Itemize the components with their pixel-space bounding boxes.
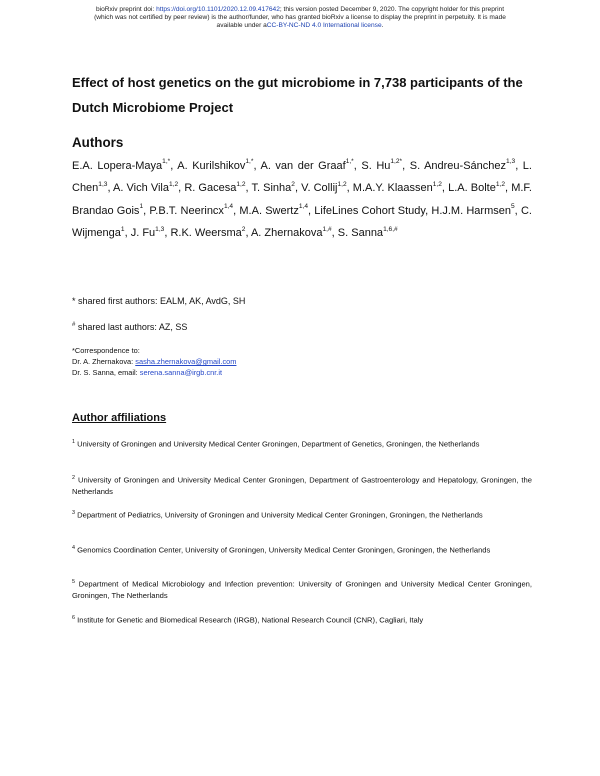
author-entry (131, 227, 165, 239)
license-link[interactable]: CC-BY-NC-ND 4.0 International license (266, 22, 382, 30)
author-affiliation-mark: 1,2 (168, 180, 179, 188)
author-name: C. Wijmenga (72, 204, 532, 240)
affiliation-number: 5 (72, 579, 75, 585)
author-name: R.K. Weersma (170, 227, 242, 240)
author-entry (260, 160, 353, 172)
affiliation-text: Institute for Genetic and Biomedical Research (IRGB), National Research Council (CNR), Cagliari, Italy (75, 615, 424, 625)
author-name: L. Chen (72, 160, 532, 195)
affiliation-number: 1 (72, 439, 75, 445)
author-name: A. Vich Vila (113, 182, 169, 195)
author-name: M.A. Swertz (239, 204, 299, 217)
affiliation-number: 2 (72, 475, 75, 481)
author-entry (170, 227, 245, 239)
author-entry (353, 182, 442, 194)
author-name: A. van der Graaf (260, 160, 346, 172)
author-affiliation-mark: 1,2 (337, 180, 347, 188)
header-license-suffix: . (381, 22, 384, 30)
correspondence-line-2 (72, 367, 236, 378)
affiliations-heading: Author affiliations (72, 412, 167, 424)
affiliation-text: Department of Pediatrics, University of Groningen and University Medical Center Groningen, Groningen, the Netherlands (75, 510, 483, 520)
correspondent-1-name: Dr. A. Zhernakova: (72, 357, 136, 367)
author-name: S. Hu (361, 160, 391, 172)
author-entry (72, 160, 170, 172)
header-line-3 (30, 22, 570, 30)
author-entry (184, 182, 245, 194)
last-mark: # (72, 322, 76, 328)
author-affiliation-mark: 1,2 (432, 180, 442, 188)
author-affiliation-mark: 1,# (322, 225, 332, 233)
author-name: S. Sanna (337, 227, 384, 240)
author-affiliation-mark: 1,4 (298, 203, 309, 211)
shared-last-note (72, 322, 187, 332)
author-entry (431, 205, 514, 217)
author-name: A. Kurilshikov (177, 160, 246, 172)
correspondence-line-1 (72, 356, 236, 367)
author-name: H.J.M. Harmsen (431, 204, 511, 217)
author-affiliation-mark: 1,2 (495, 180, 506, 188)
author-affiliation-mark: 1,3 (155, 225, 165, 233)
email-link-sanna[interactable]: serena.sanna@irgb.cnr.it (139, 368, 223, 378)
doi-link[interactable]: https://doi.org/10.1101/2020.12.09.417642 (156, 6, 280, 13)
author-entry (177, 160, 253, 172)
author-affiliation-mark: 1,3 (98, 180, 108, 188)
shared-first-note (72, 296, 245, 306)
author-affiliation-mark: 2 (291, 180, 295, 188)
affiliation-number: 3 (72, 510, 75, 516)
affiliation-text: University of Groningen and University Medical Center Groningen, Department of Gastroenterology and Hepatology, Groningen, the Netherlands (72, 475, 532, 496)
author-entry (251, 182, 294, 194)
author-entry (314, 205, 425, 217)
affiliation-2 (72, 473, 532, 497)
author-entry (149, 205, 233, 217)
author-affiliation-mark: 1,* (162, 158, 171, 166)
affiliation-number: 6 (72, 615, 75, 621)
affiliation-number: 4 (72, 545, 75, 551)
author-entry (113, 182, 178, 194)
affiliation-4 (72, 543, 532, 556)
author-name: A. Zhernakova (250, 227, 323, 240)
author-affiliation-mark: 2 (241, 225, 246, 233)
author-affiliation-mark: 1,3 (506, 158, 516, 166)
author-name: J. Fu (130, 227, 156, 240)
author-affiliation-mark: 1,6,# (383, 225, 398, 233)
author-name: L.A. Bolte (448, 182, 496, 195)
author-entry (251, 227, 332, 239)
header-copyright-text: ; this version posted December 9, 2020. The copyright holder for this preprint (279, 6, 505, 13)
author-entry (410, 160, 515, 172)
paper-title: Effect of host genetics on the gut microbiome in 7,738 participants of the Dutch Microbiome Project (72, 75, 523, 115)
author-name: R. Gacesa (184, 182, 237, 195)
affiliation-5 (72, 577, 532, 601)
author-entry (448, 182, 505, 194)
author-affiliation-mark: 1,2* (390, 158, 403, 166)
author-name: M.A.Y. Klaassen (352, 182, 433, 195)
author-name: LifeLines Cohort Study (314, 204, 426, 217)
author-affiliation-mark: 5 (511, 203, 515, 211)
author-affiliation-mark: 1 (139, 203, 144, 211)
header-line-1 (30, 6, 570, 14)
author-entry (301, 182, 347, 194)
author-name: T. Sinha (251, 182, 292, 195)
preprint-header (30, 6, 570, 31)
affiliation-6 (72, 613, 532, 626)
first-mark: * (72, 296, 76, 306)
affiliation-text: Department of Medical Microbiology and Infection prevention: University of Groningen and University Medical Center Groningen, Groningen, The Netherlands (72, 579, 532, 600)
author-name: V. Collij (301, 182, 338, 195)
header-line-2: (which was not certified by peer review) is the author/funder, who has granted bioRxiv a license to display the preprint in perpetuity. It is made (94, 14, 506, 22)
author-name: P.B.T. Neerincx (149, 204, 224, 217)
author-affiliation-mark: 1,4 (223, 203, 234, 211)
author-entry (338, 227, 398, 239)
author-affiliation-mark: 1,* (345, 158, 354, 166)
author-name: S. Andreu-Sánchez (409, 160, 507, 172)
author-entry (361, 160, 402, 172)
author-entry (239, 205, 308, 217)
author-affiliation-mark: 1 (120, 225, 125, 233)
author-list: E.A. Lopera-Maya$^{1,*}$, A. Kurilshikov$^{1,*}$, A. van der Graaf$^{1,*}$, S. $Hu^{1,2*}$, S. Andreu-Sánchez$^{1,3}$, L. Chen$^{1,3}$, A. Vich Vila$^{1,2}$, R. Gacesa$^{1,2}$, T. Sinha$^2$, V. Collij$^{1,2}$, M.A.Y. Klaassen$^{1,2}$, L.A. Bolte$^{1,2}$, M.F. Brandao Gois$^1$, P.B.T. Neerincx$^{1,4}$, M.A. Swertz$^{1,4}$, LifeLines Cohort Study, H.J.M. Harmsen$^5$, C. Wijmenga$^1$, J. Fu$^{1,3}$, R.K. Weersma$^2$, A. Zhernakova$^{1,\#}$, S. Sanna$^{1,6,\#}$ (72, 158, 532, 240)
header-license-prefix: available under a (216, 22, 267, 30)
affiliation-1 (72, 437, 532, 450)
affiliation-text: University of Groningen and University Medical Center Groningen, Department of Genetics, Groningen, the Netherlands (75, 439, 480, 449)
header-doi-prefix: bioRxiv preprint doi: (95, 6, 157, 13)
first-note-text: shared first authors: EALM, AK, AvdG, SH (75, 296, 246, 306)
correspondence-heading: *Correspondence to: (72, 346, 140, 355)
email-link-zhernakova[interactable]: sasha.zhernakova@gmail.com (135, 357, 237, 367)
author-affiliation-mark: 1,* (245, 158, 254, 166)
author-name: M.F. Brandao Gois (72, 182, 532, 217)
author-affiliation-mark: 1,2 (236, 180, 246, 188)
last-note-text: shared last authors: AZ, SS (75, 322, 188, 332)
correspondent-2-name: Dr. S. Sanna, email: (72, 368, 140, 378)
correspondence-block (72, 345, 236, 379)
affiliation-text: Genomics Coordination Center, University of Groningen, University Medical Center Groningen, Groningen, the Netherlands (75, 545, 491, 555)
author-name: E.A. Lopera-Maya (72, 160, 163, 172)
affiliation-3 (72, 508, 532, 521)
authors-heading: Authors (72, 135, 124, 150)
